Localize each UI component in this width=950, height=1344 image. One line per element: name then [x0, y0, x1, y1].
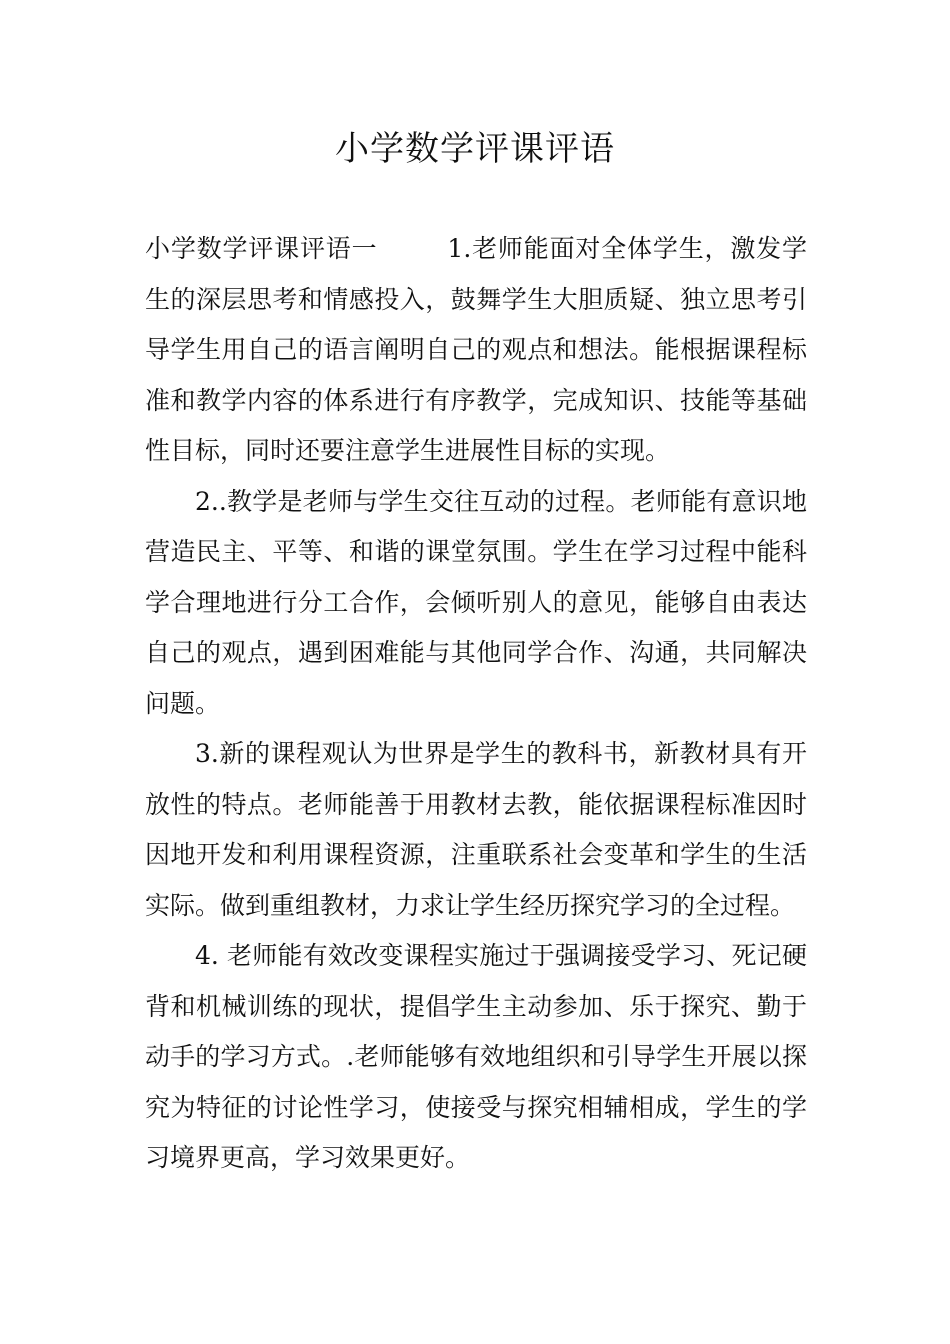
paragraph-4: 4. 老师能有效改变课程实施过于强调接受学习、死记硬背和机械训练的现状，提倡学生主动参加、乐于探究、勤于动手的学习方式。.老师能够有效地组织和引导学生开展以探究为特征的讨论性学习，使接受与探究相辅相成，学生的学习境界更高，学习效果更好。 [145, 941, 807, 1172]
document-body [145, 224, 807, 1184]
paragraph-1-text: 1.老师能面对全体学生，激发学生的深层思考和情感投入，鼓舞学生大胆质疑、独立思考引导学生用自己的语言阐明自己的观点和想法。能根据课程标准和教学内容的体系进行有序教学，完成知识、技能等基础性目标，同时还要注意学生进展性目标的实现。 [145, 234, 807, 465]
paragraph-1 [145, 224, 807, 477]
paragraph-2: 2..教学是老师与学生交往互动的过程。老师能有意识地营造民主、平等、和谐的课堂氛围。学生在学习过程中能科学合理地进行分工合作，会倾听别人的意见，能够自由表达自己的观点，遇到困难能与其他同学合作、沟通，共同解决问题。 [145, 486, 807, 718]
lead-label: 小学数学评课评语一 [145, 234, 378, 263]
document-title: 小学数学评课评语 [335, 129, 615, 169]
paragraph-3: 3.新的课程观认为世界是学生的教科书，新教材具有开放性的特点。老师能善于用教材去教，能依据课程标准因时因地开发和利用课程资源，注重联系社会变革和学生的生活实际。做到重组教材，力求让学生经历探究学习的全过程。 [145, 739, 807, 920]
